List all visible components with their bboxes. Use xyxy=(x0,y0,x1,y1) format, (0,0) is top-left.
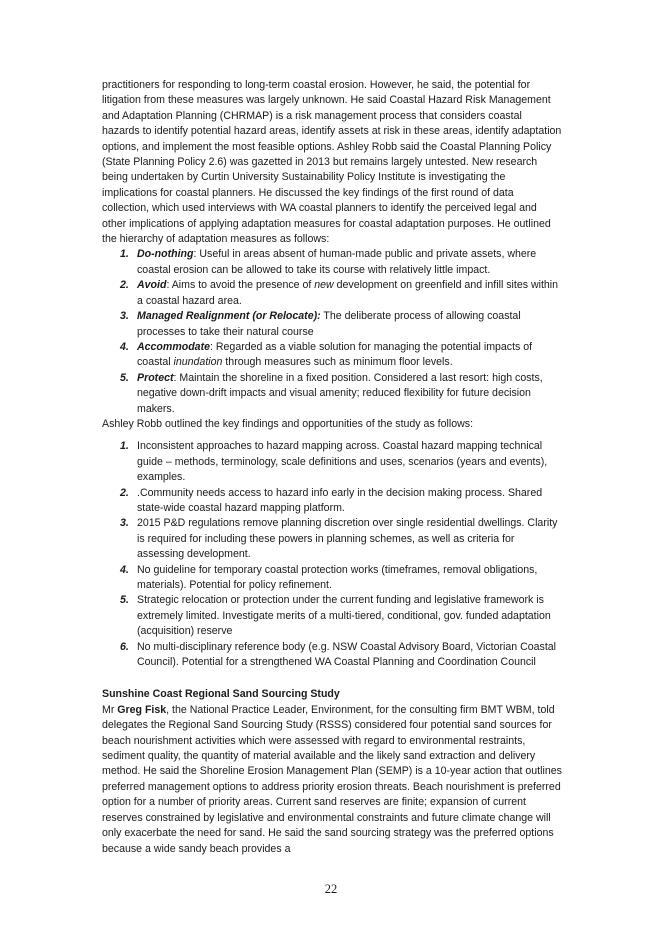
list-item xyxy=(120,278,562,309)
measure-term: Avoid xyxy=(137,279,167,292)
findings-list xyxy=(102,439,562,670)
list-item xyxy=(120,340,562,371)
finding-text: No guideline for temporary coastal protection works (timeframes, removal obligations, materials). Potential for policy refinement. xyxy=(137,563,538,591)
list-item xyxy=(120,247,562,278)
measure-term: Accommodate xyxy=(137,340,210,353)
section-body: , the National Practice Leader, Environment, for the consulting firm BMT WBM, told delegates the Regional Sand Sourcing Study (RSSS) considered four potential sand sources for beach nourishment activities which were assessed with regard to environmental restraints, sediment quality, the quantity of material available and the likely sand extraction and delivery method. He said the Shoreline Erosion Management Plan (SEMP) is a 10-year action that outlines preferred management options to address priority erosion threats. Beach nourishment is preferred option for a number of priority areas. Current sand reserves are finite; expansion of current reserves constrained by legislative and environmental constraints and future climate change will only exacerbate the need for sand. He said the sand sourcing strategy was the preferred options because a wide sandy beach provides a xyxy=(102,703,562,855)
measure-text: The deliberate process of allowing coastal processes to take their natural course xyxy=(137,310,521,338)
measure-text: : Regarded as a viable solution for managing the potential impacts of coastal xyxy=(137,340,533,369)
list-item xyxy=(120,516,562,562)
list-number: 4. xyxy=(120,340,129,353)
measure-text: through measures such as minimum floor levels. xyxy=(222,356,453,369)
speaker-prefix: Mr xyxy=(102,703,118,716)
list-number: 1. xyxy=(120,440,129,453)
finding-text: .Community needs access to hazard info early in the decision making process. Shared state-wide coastal hazard mapping platform. xyxy=(137,486,543,514)
adaptation-measures-list xyxy=(102,247,562,416)
page-number: 22 xyxy=(324,882,338,896)
section-paragraph xyxy=(102,703,562,857)
measure-text: : Useful in areas absent of human-made public and private assets, where coastal erosion can be allowed to take its course with relatively little impact. xyxy=(137,248,537,276)
list-item xyxy=(120,593,562,639)
measure-term: Protect xyxy=(137,371,174,384)
list-number: 2. xyxy=(120,486,129,499)
list-number: 3. xyxy=(120,310,129,323)
findings-intro: Ashley Robb outlined the key findings and opportunities of the study as follows: xyxy=(102,417,474,430)
speaker-name: Greg Fisk xyxy=(117,703,167,716)
list-number: 2. xyxy=(120,279,129,292)
measure-emphasis: inundation xyxy=(173,356,223,369)
measure-text: : Aims to avoid the presence of xyxy=(166,279,315,292)
list-item xyxy=(120,439,562,485)
list-number: 1. xyxy=(120,248,129,261)
list-item xyxy=(120,563,562,594)
list-number: 6. xyxy=(120,640,129,653)
document-page xyxy=(102,78,562,857)
intro-paragraph: practitioners for responding to long-term coastal erosion. However, he said, the potential for litigation from these measures was largely unknown. He said Coastal Hazard Risk Management and Adaptation Planning (CHRMAP) is a risk management process that considers coastal hazards to identify potential hazard areas, identify assets at risk in these areas, identify adaptation options, and implement the most feasible options. Ashley Robb said the Coastal Planning Policy (State Planning Policy 2.6) was gazetted in 2013 but remains largely untested. New research being undertaken by Curtin University Sustainability Policy Institute is investigating the implications for coastal planners. He discussed the key findings of the first round of data collection, which used interviews with WA coastal planners to identify the perceived legal and other implications of applying adaptation measures for coastal adaptation purposes. He outlined the hierarchy of adaptation measures as follows: xyxy=(102,79,562,246)
list-item xyxy=(120,640,562,671)
finding-text: 2015 P&D regulations remove planning discretion over single residential dwellings. Clarity is required for including these powers in planning schemes, as well as criteria for assessing development. xyxy=(137,517,558,561)
measure-term: Managed Realignment (or Relocate): xyxy=(137,310,321,323)
list-number: 3. xyxy=(120,517,129,530)
measure-term: Do-nothing xyxy=(137,248,194,261)
measure-emphasis: new xyxy=(314,279,334,292)
list-number: 5. xyxy=(120,371,129,384)
list-number: 5. xyxy=(120,594,129,607)
finding-text: Inconsistent approaches to hazard mapping across. Coastal hazard mapping technical guide – methods, terminology, scale definitions and uses, scenarios (years and events), examples. xyxy=(137,440,548,484)
section-heading: Sunshine Coast Regional Sand Sourcing Study xyxy=(102,688,340,701)
list-item xyxy=(120,486,562,517)
list-number: 4. xyxy=(120,563,129,576)
finding-text: Strategic relocation or protection under the current funding and legislative framework is extremely limited. Investigate merits of a multi-tiered, conditional, gov. funded adaptation (acquisition) reserve xyxy=(137,594,551,638)
list-item xyxy=(120,309,562,340)
finding-text: No multi-disciplinary reference body (e.g. NSW Coastal Advisory Board, Victorian Coastal Council). Potential for a strengthened WA Coastal Planning and Coordination Council xyxy=(137,640,557,669)
measure-text: development on greenfield and infill sites within a coastal hazard area. xyxy=(137,279,559,307)
list-item xyxy=(120,371,562,417)
measure-text: : Maintain the shoreline in a fixed position. Considered a last resort: high costs, negative down-drift impacts and visual amenity; reduced flexibility for future decision makers. xyxy=(137,371,543,415)
